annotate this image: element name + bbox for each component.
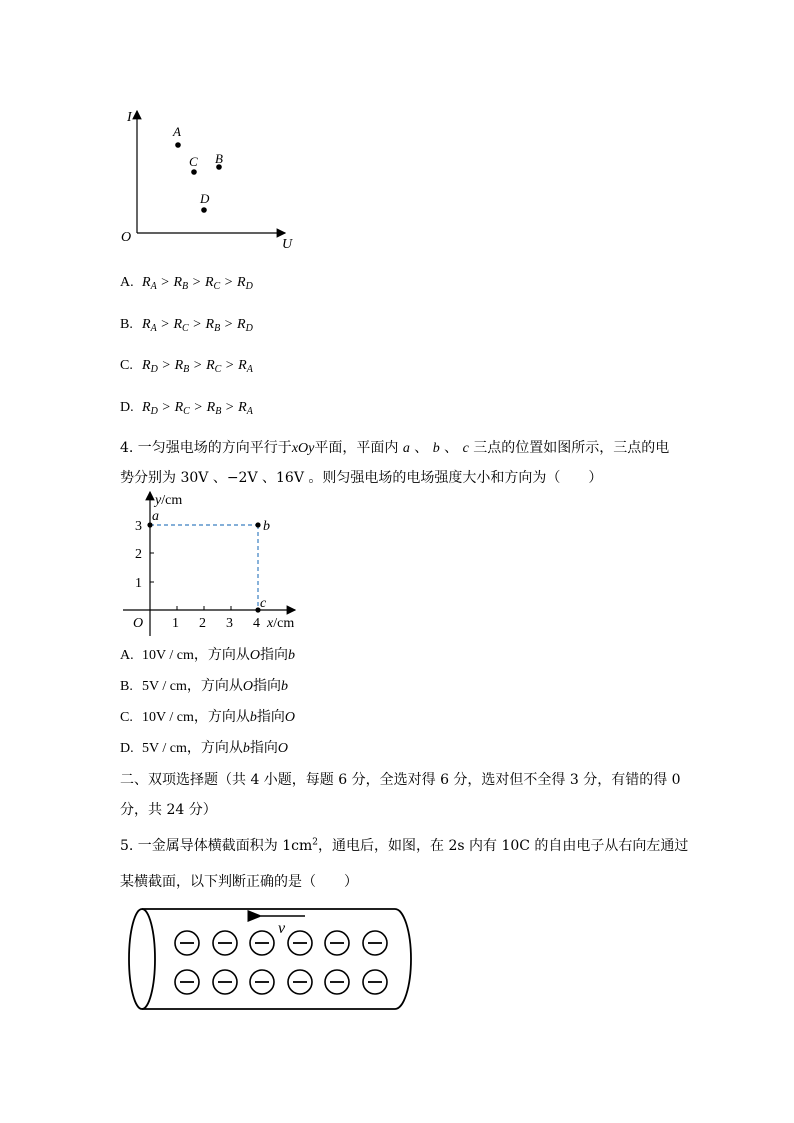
option-letter: B. (120, 317, 133, 332)
option-letter: C. (120, 358, 133, 373)
x-tick-1: 1 (172, 616, 179, 631)
electron-icon (250, 931, 274, 955)
electron-icon (288, 931, 312, 955)
point-a-label: A (173, 124, 181, 139)
point-c (191, 169, 197, 175)
y-tick-3: 3 (135, 519, 142, 534)
electron-icon (363, 970, 387, 994)
point-b-label: b (263, 519, 270, 534)
q3-option-d[interactable]: D. $R_D > R_C > R_B > R_A$ (120, 400, 253, 417)
q3-option-a[interactable]: A. $R_A > R_B > R_C > R_D$ (120, 275, 253, 292)
electron-grid (175, 931, 387, 994)
cylinder-end (129, 909, 155, 1009)
velocity-label: v (278, 920, 286, 937)
electron-icon (250, 970, 274, 994)
q3-option-c[interactable]: C. $R_D > R_B > R_C > R_A$ (120, 358, 253, 375)
q4-option-b[interactable]: B. 5V / cm，方向从O指向b (120, 678, 288, 694)
origin-label: O (133, 616, 144, 631)
point-a-label: a (152, 509, 159, 524)
x-tick-3: 3 (226, 616, 233, 631)
electron-icon (325, 970, 349, 994)
q3-option-b[interactable]: B. $R_A > R_C > R_B > R_D$ (120, 317, 253, 334)
point-d (201, 207, 207, 213)
x-tick-4: 4 (253, 616, 260, 631)
electron-icon (288, 970, 312, 994)
electron-icon (213, 970, 237, 994)
i-axis-label: I (127, 110, 132, 125)
q5-stem-line1: 5. 一金属导体横截面积为 $1cm^2$，通电后，如图，在 2s 内有 10C 的自由电子从右向左通过 (120, 837, 689, 854)
point-c-label: c (260, 596, 267, 611)
xy-graph (115, 488, 315, 638)
y-tick-2: 2 (135, 547, 142, 562)
option-letter: D. (120, 400, 134, 415)
point-b-label: B (215, 151, 223, 166)
electron-icon (175, 931, 199, 955)
electron-icon (213, 931, 237, 955)
q5-stem-line2: 某横截面，以下判断正确的是（ ） (120, 874, 358, 890)
y-axis-label: y/cm (155, 493, 183, 508)
origin-label: O (121, 230, 132, 245)
iu-graph (115, 105, 305, 255)
option-letter: A. (120, 275, 134, 290)
q4-stem-line1: 4. 一匀强电场的方向平行于xOy平面，平面内 a 、 b 、 c 三点的位置如图所示，三点的电 (120, 440, 670, 456)
point-b (255, 522, 260, 527)
u-axis-label: U (282, 237, 293, 252)
point-d-label: D (200, 191, 210, 206)
electron-icon (325, 931, 349, 955)
x-tick-2: 2 (199, 616, 206, 631)
electron-icon (175, 970, 199, 994)
y-tick-1: 1 (135, 576, 142, 591)
conductor-figure (125, 903, 417, 1015)
point-c-label: C (189, 154, 198, 169)
q4-option-d[interactable]: D. 5V / cm，方向从b指向O (120, 740, 288, 756)
section2-heading-line1: 二、双项选择题（共 4 小题，每题 6 分，全选对得 6 分，选对但不全得 3 分，有错的得 0 (120, 772, 681, 788)
q4-option-a[interactable]: A. 10V / cm，方向从O指向b (120, 647, 295, 663)
electron-icon (363, 931, 387, 955)
section2-heading-line2: 分，共 24 分） (120, 802, 217, 818)
x-axis-label: x/cm (267, 616, 295, 631)
point-a (175, 142, 181, 148)
q4-stem-line2: 势分别为 30V 、−2V 、16V 。则匀强电场的电场强度大小和方向为（ ） (120, 470, 603, 486)
q4-option-c[interactable]: C. 10V / cm，方向从b指向O (120, 709, 295, 725)
